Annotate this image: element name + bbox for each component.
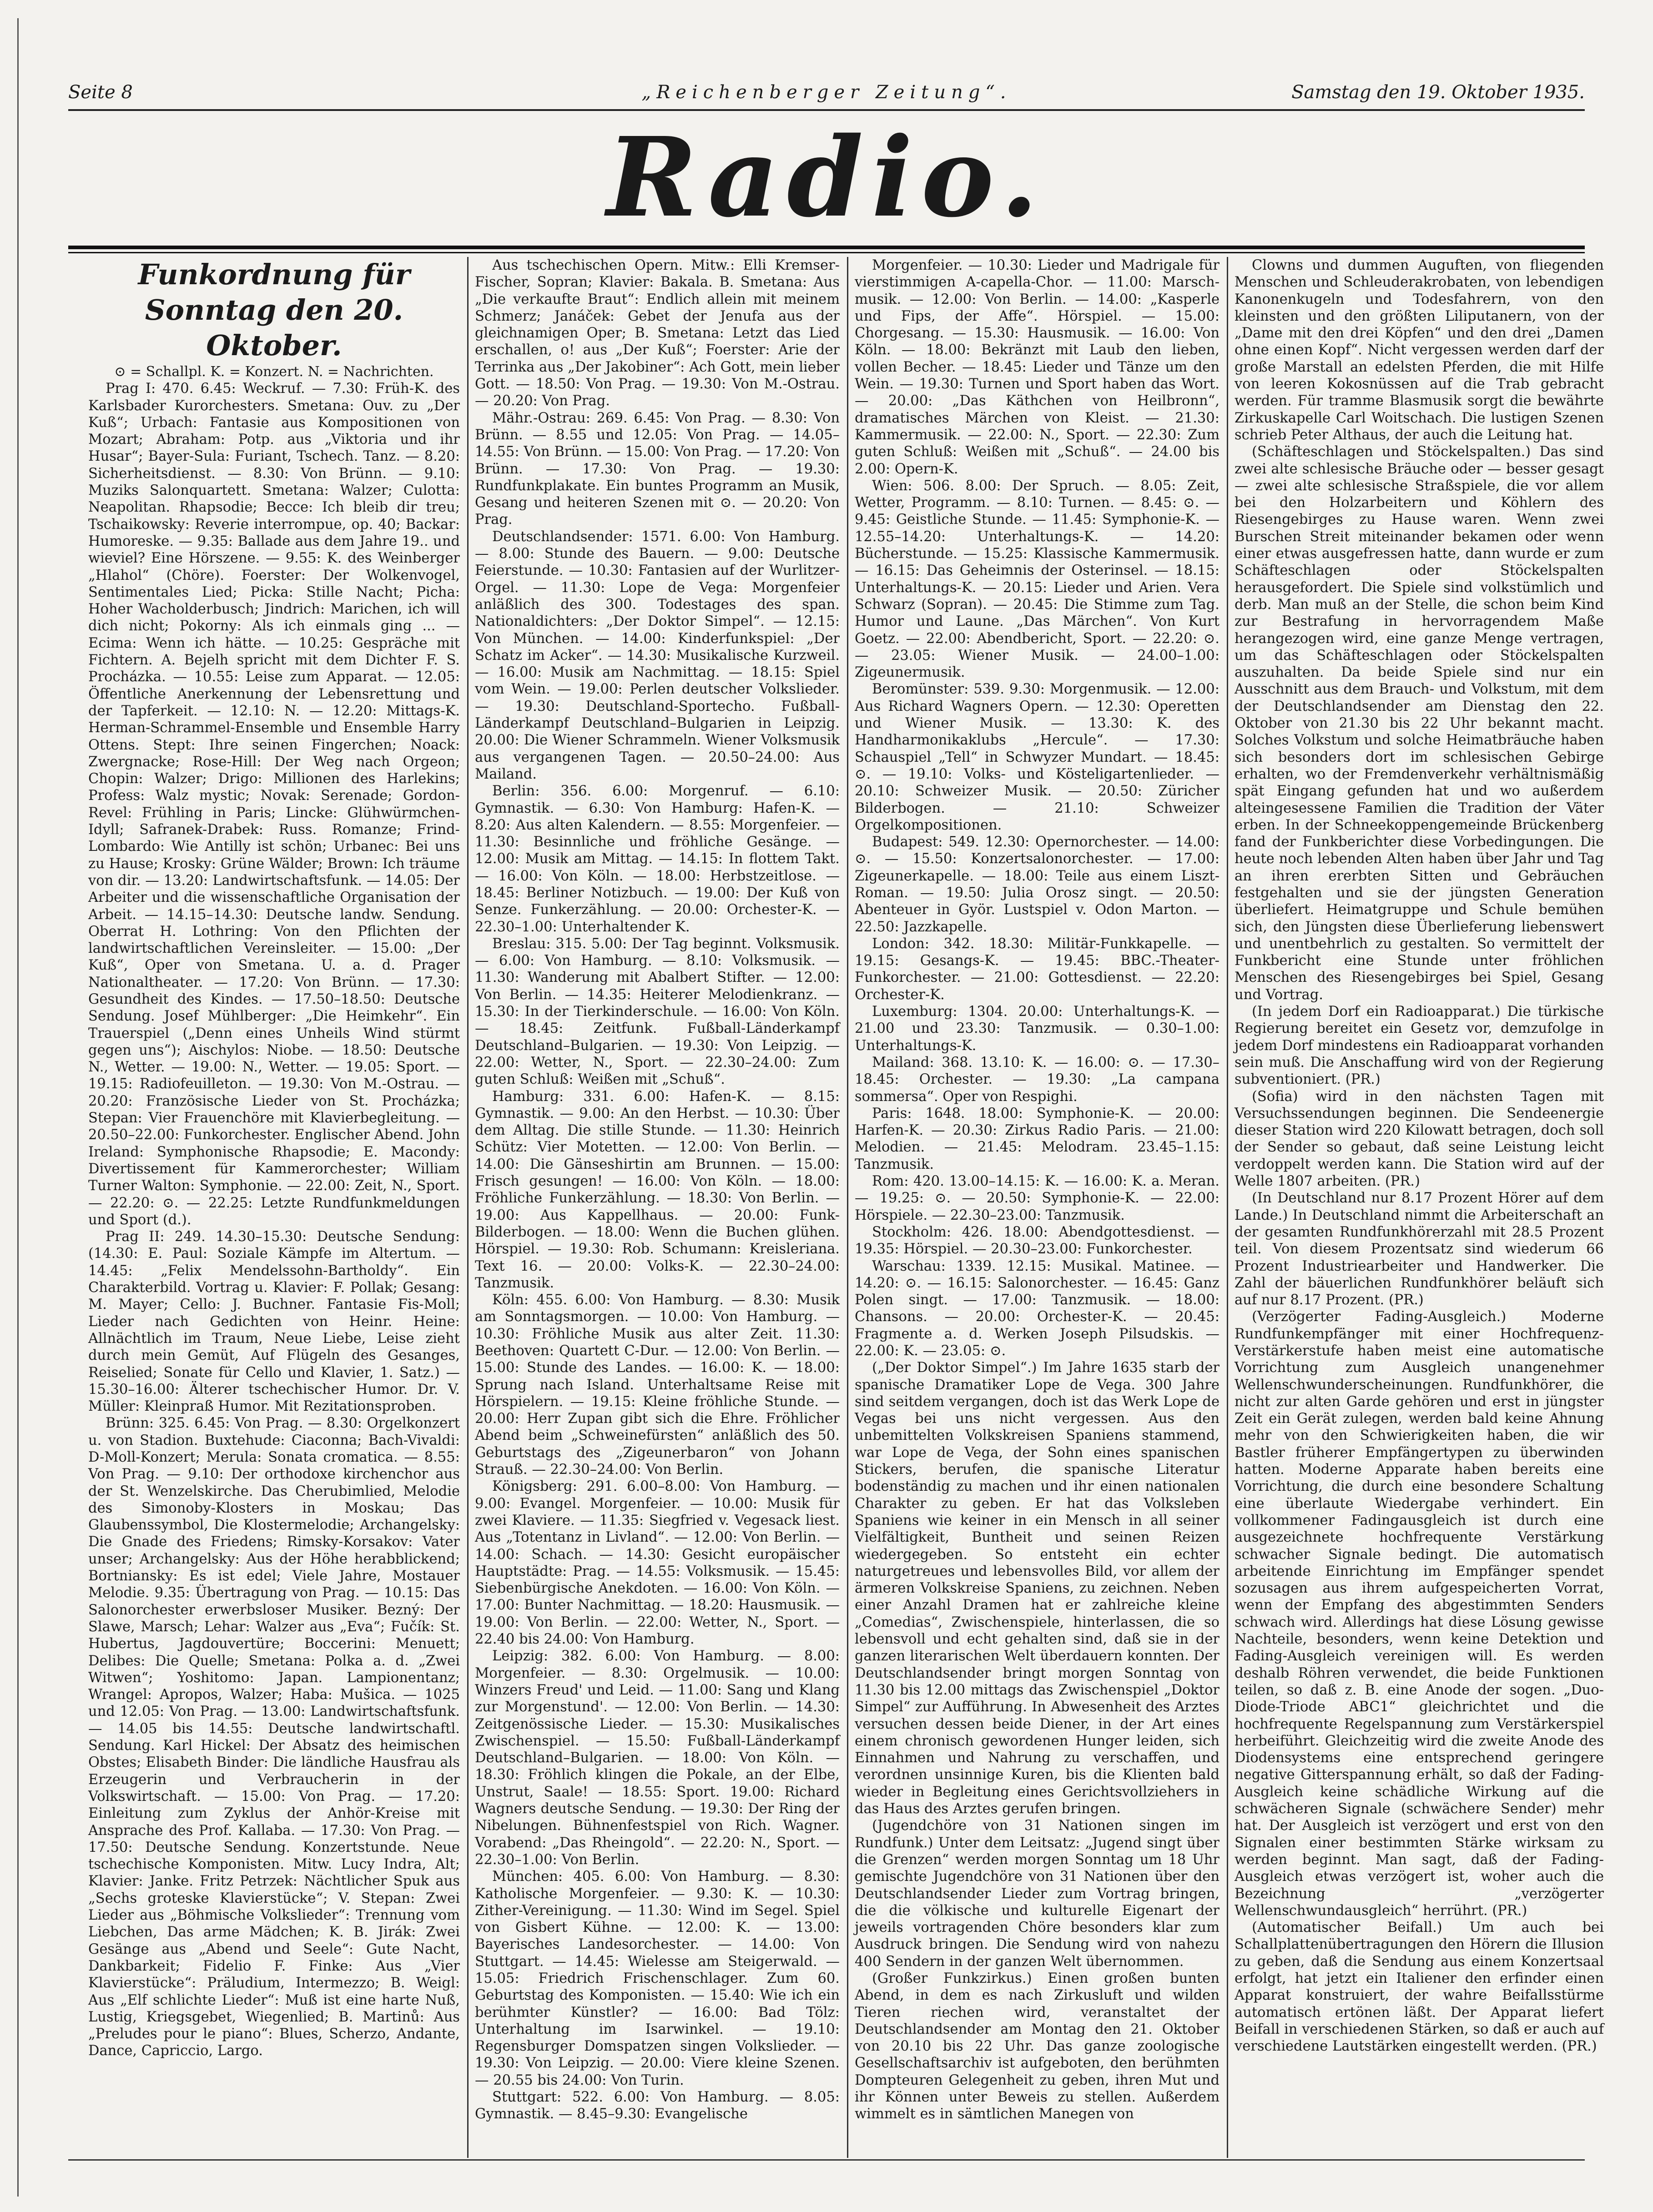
article-paragraph: München: 405. 6.00: Von Hamburg. — 8.30: Katholische Morgenfeier. — 9.30: K. — 10.30: Zither-Vereinigung. — 11.30: Wind im Segel. Spiel von Gisbert Kühne. — 12.00: K. — 13.00: Bayerisches Landesorchester. — 14.00: Von Stuttgart. — 14.45: Wielesse am Steigerwald. — 15.05: Friedrich Frischenschlager. Zum 60. Geburtstag des Komponisten. — 15.40: Wie ich ein berühmter Künstler? — 16.00: Bad Tölz: Unterhaltung im Isarwinkel. — 19.10: Regensburger Domspatzen singen Volkslieder. — 19.30: Von Leipzig. — 20.00: Viere kleine Szenen. — 20.55 bis 24.00: Von Turin. xyxy=(475,1869,840,2088)
article-paragraph: (Sofia) wird in den nächsten Tagen mit Versuchssendungen beginnen. Die Sendeenergie dieser Station wird 220 Kilowatt betragen, doch soll der Sender so gebaut, daß seine Leistung leicht verdoppelt werden kann. Die Station wird auf der Welle 1807 arbeiten. (PR.) xyxy=(1235,1088,1604,1190)
article-paragraph: (Schäfteschlagen und Stöckelspalten.) Das sind zwei alte schlesische Bräuche oder — besser gesagt — zwei alte schlesische Straßspiele, die vor allem bei den Holzarbeitern und Köhlern des Riesengebirges zu Hause waren. Wenn zwei Burschen Streit miteinander bekamen oder wenn einer etwas ausgefressen hatte, dann wurde er zum Schäfteschlagen oder Stöckelspalten herausgefordert. Die Spiele sind volkstümlich und derb. Man muß an der Stelle, die schon beim Kind zur Bestrafung in hervorragendem Maße herangezogen wird, eine ganze Menge vertragen, um das Schäfteschlagen oder Stöckelspalten auszuhalten. Da beide Spiele sind nur ein Ausschnitt aus dem Brauch- und Volkstum, mit dem der Deutschlandsender am Dienstag den 22. Oktober von 21.30 bis 22 Uhr bekannt macht. Solches Volkstum und solche Heimatbräuche haben sich besonders dort im schlesischen Gebirge erhalten, wo der Fremdenverkehr verhältnismäßig spät Eingang gefunden hat und wo außerdem alteingesessene Familien die Tradition der Väter erben. In der Schneekoppengemeinde Brückenberg fand der Funkberichter diese Vorbedingungen. Die heute noch lebenden Alten haben über Jahr und Tag an ihren ererbten Sitten und Gebräuchen festgehalten und sie der jüngsten Generation überliefert. Heimatgruppe und Schule bemühen sich, den Jüngsten diese Überlieferung liebenswert und unentbehrlich zu gestalten. So vermittelt der Funkbericht eine Stunde unter fröhlichen Menschen des Riesengebirges bei Spiel, Gesang und Vortrag. xyxy=(1235,444,1604,1003)
article-paragraph: (Automatischer Beifall.) Um auch bei Schallplattenübertragungen den Hörern die Illusion zu geben, daß die Sendung aus einem Konzertsaal erfolgt, hat jetzt ein Italiener den erfinder einen Apparat konstruiert, der wahre Beifallsstürme automatisch ertönen läßt. Der Apparat liefert Beifall in verschiedenen Stärken, so daß er auch auf verschiedene Lautstärken eingestellt werden. (PR.) xyxy=(1235,1920,1604,2055)
article-paragraph: Mähr.-Ostrau: 269. 6.45: Von Prag. — 8.30: Von Brünn. — 8.55 und 12.05: Von Prag. — 14.05–14.55: Von Brünn. — 15.00: Von Prag. — 17.20: Von Brünn. — 17.30: Von Prag. — 19.30: Rundfunkplakate. Ein buntes Programm an Musik, Gesang und heiteren Szenen mit ⊙. — 20.20: Von Prag. xyxy=(475,410,840,528)
column-1 xyxy=(82,257,466,2158)
article-paragraph: (Großer Funkzirkus.) Einen großen bunten Abend, in dem es nach Zirkusluft und wilden Tieren riechen wird, veranstaltet der Deutschlandsender am Montag den 21. Oktober von 20.10 bis 22 Uhr. Das ganze zoologische Gesellschaftsarchiv ist aufgeboten, den berühmten Dompteuren Gelegenheit zu geben, ihren Mut und ihr Können unter Beweis zu stellen. Außerdem wimmelt es in sämtlichen Manegen von xyxy=(855,1970,1220,2122)
article-paragraph: (In jedem Dorf ein Radioapparat.) Die türkische Regierung bereitet ein Gesetz vor, demzufolge in jedem Dorf mindestens ein Radioapparat vorhanden sein muß. Die Anschaffung wird von der Regierung subventioniert. (PR.) xyxy=(1235,1004,1604,1088)
article-paragraph: Stockholm: 426. 18.00: Abendgottesdienst. — 19.35: Hörspiel. — 20.30–23.00: Funkorchester. xyxy=(855,1224,1220,1257)
article-paragraph: Prag I: 470. 6.45: Weckruf. — 7.30: Früh-K. des Karlsbader Kurorchesters. Smetana: Ouv. zu „Der Kuß“; Urbach: Fantasie aus Kompositionen von Mozart; Abraham: Potp. aus „Viktoria und ihr Husar“; Bayer-Sula: Furiant, Tschech. Tanz. — 8.20: Sicherheitsdienst. — 8.30: Von Brünn. — 9.10: Muziks Salonquartett. Smetana: Walzer; Culotta: Neapolitan. Rhapsodie; Becce: Ich bleib dir treu; Tschaikowsky: Reverie interrompue, op. 40; Backar: Humoreske. — 9.35: Ballade aus dem Jahre 19.. und wieviel? Eine Hörszene. — 9.55: K. des Weinberger „Hlahol“ (Chöre). Foerster: Der Wolkenvogel, Sentimentales Lied; Picka: Stille Nacht; Picha: Hoher Wacholderbusch; Jindrich: Marichen, ich will dich nicht; Pokorny: Als ich einmals ging ... — Ecima: Wenn ich hätte. — 10.25: Gespräche mit Fichtern. A. Bejelh spricht mit dem Dichter F. S. Procházka. — 10.55: Leise zum Apparat. — 12.05: Öffentliche Anerkennung der Lebensrettung und der Tapferkeit. — 12.10: N. — 12.20: Mittags-K. Herman-Schrammel-Ensemble und Ensemble Harry Ottens. Stept: Ihre seinen Fingerchen; Noack: Zwergnacke; Rose-Hill: Der Weg nach Orgeon; Chopin: Walzer; Drigo: Millionen des Harlekins; Profess: Walz mystic; Novak: Serenade; Gordon-Revel: Frühling in Paris; Lincke: Glühwürmchen-Idyll; Safranek-Drabek: Russ. Romanze; Frind-Lombardo: Wie Antilly ist schön; Urbanec: Bei uns zu Hause; Krosky: Grüne Wälder; Brown: Ich träume von dir. — 13.20: Landwirtschaftsfunk. — 14.05: Der Arbeiter und die wissenschaftliche Organisation der Arbeit. — 14.15–14.30: Deutsche landw. Sendung. Oberrat H. Lothring: Von den Pflichten der landwirtschaftlichen Vereinsleiter. — 15.00: „Der Kuß“, Oper von Smetana. U. a. d. Prager Nationaltheater. — 17.20: Von Brünn. — 17.30: Gesundheit des Kindes. — 17.50–18.50: Deutsche Sendung. Josef Mühlberger: „Die Heimkehr“. Ein Trauerspiel („Denn eines Unheils Wind stürmt gegen uns“); Aischylos: Niobe. — 18.50: Deutsche N., Wetter. — 19.00: N., Wetter. — 19.05: Sport. — 19.15: Radiofeuilleton. — 19.30: Von M.-Ostrau. — 20.20: Französische Lieder von St. Procházka; Stepan: Vier Frauenchöre mit Klavierbegleitung. — 20.50–22.00: Funkorchester. Englischer Abend. John Ireland: Symphonische Rhapsodie; E. Macondy: Divertissement für Kammerorchester; William Turner Walton: Symphonie. — 22.00: Zeit, N., Sport. — 22.20: ⊙. — 22.25: Letzte Rundfunkmeldungen und Sport (d.). xyxy=(88,381,460,1228)
article-paragraph: Leipzig: 382. 6.00: Von Hamburg. — 8.00: Morgenfeier. — 8.30: Orgelmusik. — 10.00: Winzers Freud' und Leid. — 11.00: Sang und Klang zur Morgenstund'. — 12.00: Von Berlin. — 14.30: Zeitgenössische Lieder. — 15.30: Musikalisches Zwischenspiel. — 15.50: Fußball-Länderkampf Deutschland–Bulgarien. — 18.00: Von Köln. — 18.30: Fröhlich klingen die Pokale, an der Elbe, Unstrut, Saale! — 18.55: Sport. 19.00: Richard Wagners deutsche Sendung. — 19.30: Der Ring der Nibelungen. Bühnenfestspiel von Rich. Wagner. Vorabend: „Das Rheingold“. — 22.20: N., Sport. — 22.30–1.00: Von Berlin. xyxy=(475,1648,840,1868)
column-3 xyxy=(848,257,1226,2158)
article-paragraph: Budapest: 549. 12.30: Opernorchester. — 14.00: ⊙. — 15.50: Konzertsalonorchester. — 17.00: Zigeunerkapelle. — 18.00: Teile aus einem Liszt-Roman. — 19.50: Julia Orosz singt. — 20.50: Abenteuer in Györ. Lustspiel v. Odon Marton. — 22.50: Jazzkapelle. xyxy=(855,834,1220,935)
article-paragraph: Wien: 506. 8.00: Der Spruch. — 8.05: Zeit, Wetter, Programm. — 8.10: Turnen. — 8.45: ⊙. — 9.45: Geistliche Stunde. — 11.45: Symphonie-K. — 12.55–14.20: Unterhaltungs-K. — 14.20: Bücherstunde. — 15.25: Klassische Kammermusik. — 16.15: Das Geheimnis der Osterinsel. — 18.15: Unterhaltungs-K. — 20.15: Lieder und Arien. Vera Schwarz (Sopran). — 20.45: Die Stimme zum Tag. Humor und Laune. „Das Märchen“. Von Kurt Goetz. — 22.00: Abendbericht, Sport. — 22.20: ⊙. — 23.05: Wiener Musik. — 24.00–1.00: Zigeunermusik. xyxy=(855,478,1220,681)
article-paragraph: Paris: 1648. 18.00: Symphonie-K. — 20.00: Harfen-K. — 20.30: Zirkus Radio Paris. — 21.00: Melodien. — 21.45: Melodram. 23.45–1.15: Tanzmusik. xyxy=(855,1105,1220,1172)
article-paragraph: Clowns und dummen Auguften, von fliegenden Menschen und Schleuderakrobaten, von lebendigen Kanonenkugeln und Todesfahrern, von den kleinsten und den größten Liliputanern, von der „Dame mit den drei Köpfen“ und den drei „Damen ohne einen Kopf“. Nicht vergessen werden darf der große Marstall an edelsten Pferden, die mit Hilfe von leeren Kokosnüssen auf die Trab gebracht werden. Für tramme Blasmusik sorgt die bewährte Zirkuskapelle Carl Woitschach. Die lustigen Szenen schrieb Peter Althaus, der auch die Leitung hat. xyxy=(1235,257,1604,443)
article-paragraph: Prag II: 249. 14.30–15.30: Deutsche Sendung: (14.30: E. Paul: Soziale Kämpfe im Altertum. — 14.45: „Felix Mendelssohn-Bartholdy“. Ein Charakterbild. Vortrag u. Klavier: F. Pollak; Gesang: M. Mayer; Cello: J. Buchner. Fantasie Fis-Moll; Lieder nach Gedichten von Heinr. Heine: Allnächtlich im Traum, Neue Liebe, Leise zieht durch mein Gemüt, Auf Flügeln des Gesanges, Reiselied; Sonate für Cello und Klavier, 1. Satz.) — 15.30–16.00: Älterer tschechischer Humor. Dr. V. Müller: Kleinpraß Humor. Mit Rezitationsproben. xyxy=(88,1229,460,1415)
article-paragraph: Stuttgart: 522. 6.00: Von Hamburg. — 8.05: Gymnastik. — 8.45–9.30: Evangelische xyxy=(475,2089,840,2122)
newspaper-name: „Reichenberger Zeitung“. xyxy=(641,82,1012,103)
masthead-rule-thin xyxy=(68,252,1585,253)
column-4 xyxy=(1228,257,1610,2158)
article-paragraph: Mailand: 368. 13.10: K. — 16.00: ⊙. — 17.30–18.45: Orchester. — 19.30: „La campana sommersa“. Oper von Respighi. xyxy=(855,1054,1220,1105)
column-4-body xyxy=(1235,257,1604,2055)
article-paragraph: Beromünster: 539. 9.30: Morgenmusik. — 12.00: Aus Richard Wagners Opern. — 12.30: Operetten und Wiener Musik. — 13.30: K. des Handharmonikaklubs „Hercule“. — 17.30: Schauspiel „Tell“ in Schwyzer Mundart. — 18.45: ⊙. — 19.10: Volks- und Kösteligartenlieder. — 20.10: Schweizer Musik. — 20.50: Züricher Bilderbogen. — 21.10: Schweizer Orgelkompositionen. xyxy=(855,681,1220,833)
program-title: Funkordnung für Sonntag den 20. Oktober. xyxy=(138,258,410,362)
article-paragraph: Morgenfeier. — 10.30: Lieder und Madrigale für vierstimmigen A-capella-Chor. — 11.00: Marsch-musik. — 12.00: Von Berlin. — 14.00: „Kasperle und Fips, der Affe“. Hörspiel. — 15.00: Chorgesang. — 15.30: Hausmusik. — 16.00: Von Köln. — 18.00: Bekränzt mit Laub den lieben, vollen Becher. — 18.45: Lieder und Tänze um den Wein. — 19.30: Turnen und Sport haben das Wort. — 20.00: „Das Käthchen von Heilbronn“, dramatisches Märchen von Kleist. — 21.30: Kammermusik. — 22.00: N., Sport. — 22.30: Zum guten Schluß: Weißen mit „Schuß“. — 24.00 bis 2.00: Opern-K. xyxy=(855,257,1220,477)
issue-date: Samstag den 19. Oktober 1935. xyxy=(1291,82,1585,103)
header-rule xyxy=(68,109,1585,111)
article-paragraph: Brünn: 325. 6.45: Von Prag. — 8.30: Orgelkonzert u. von Stadion. Buxtehude: Ciaconna; Bach-Vivaldi: D-Moll-Konzert; Merula: Sonata cromatica. — 8.55: Von Prag. — 9.10: Der orthodoxe kirchenchor aus der St. Wenzelskirche. Das Cherubimlied, Melodie des Simonoby-Klosters in Moskau; Das Glaubenssymbol, Die Klostermelodie; Archangelsky: Die Gnade des Friedens; Rimsky-Korsakov: Vater unser; Archangelsky: Aus der Höhe herabblickend; Bortniansky: Es ist edel; Viele Jahre, Mostauer Melodie. 9.35: Übertragung von Prag. — 10.15: Das Salonorchester erwerbsloser Musiker. Bezný: Der Slawe, Marsch; Lehar: Walzer aus „Eva“; Fučík: St. Hubertus, Jagdouvertüre; Boccerini: Menuett; Delibes: Die Quelle; Smetana: Polka a. d. „Zwei Witwen“; Yoshitomo: Japan. Lampionentanz; Wrangel: Apropos, Walzer; Haba: Mušica. — 1025 und 12.05: Von Prag. — 13.00: Landwirtschaftsfunk. — 14.05 bis 14.55: Deutsche landwirtschaftl. Sendung. Karl Hickel: Der Absatz des heimischen Obstes; Elisabeth Binder: Die ländliche Hausfrau als Erzeugerin und Verbraucherin in der Volkswirtschaft. — 15.00: Von Prag. — 17.20: Einleitung zum Zyklus der Anhör-Kreise mit Ansprache des Prof. Kallaba. — 17.30: Von Prag. — 17.50: Deutsche Sendung. Konzertstunde. Neue tschechische Komponisten. Mitw. Lucy Indra, Alt; Klavier: Janke. Fritz Petrzek: Nächtlicher Spuk aus „Sechs groteske Klavierstücke“; V. Stepan: Zwei Lieder aus „Böhmische Volkslieder“: Trennung vom Liebchen, Das arme Mädchen; K. B. Jirák: Zwei Gesänge aus „Abend und Seele“: Gute Nacht, Dankbarkeit; Fidelio F. Finke: Aus „Vier Klavierstücke“: Präludium, Intermezzo; B. Weigl: Aus „Elf schlichte Lieder“: Muß ist eine harte Nuß, Lustig, Kriegsgebet, Wiegenlied; B. Martinů: Aus „Preludes pour le piano“: Blues, Scherzo, Andante, Dance, Capriccio, Largo. xyxy=(88,1415,460,2059)
article-paragraph: Warschau: 1339. 12.15: Musikal. Matinee. — 14.20: ⊙. — 16.15: Salonorchester. — 16.45: Ganz Polen singt. — 17.00: Tanzmusik. — 18.00: Chansons. — 20.00: Orchester-K. — 20.45: Fragmente a. d. Werken Joseph Pilsudskis. — 22.00: K. — 23.05: ⊙. xyxy=(855,1258,1220,1359)
masthead-rule xyxy=(68,246,1585,249)
article-paragraph: Hamburg: 331. 6.00: Hafen-K. — 8.15: Gymnastik. — 9.00: An den Herbst. — 10.30: Über dem Alltag. Die stille Stunde. — 11.30: Heinrich Schütz: Vier Motetten. — 12.00: Von Berlin. — 14.00: Die Gänseshirtin am Brunnen. — 15.00: Frisch gesungen! — 16.00: Von Köln. — 18.00: Fröhliche Funkerzählung. — 18.30: Von Berlin. — 19.00: Aus Kappellhaus. — 20.00: Funk-Bilderbogen. — 18.00: Wenn die Buchen glühen. Hörspiel. — 19.30: Rob. Schumann: Kreisleriana. Text 16. — 20.00: Volks-K. — 22.30–24.00: Tanzmusik. xyxy=(475,1088,840,1291)
column-1-body xyxy=(88,380,460,2059)
article-paragraph: London: 342. 18.30: Militär-Funkkapelle. — 19.15: Gesangs-K. — 19.45: BBC.-Theater-Funkorchester. — 21.00: Gottesdienst. — 22.20: Orchester-K. xyxy=(855,935,1220,1003)
article-paragraph: Luxemburg: 1304. 20.00: Unterhaltungs-K. — 21.00 und 23.30: Tanzmusik. — 0.30–1.00: Unterhaltungs-K. xyxy=(855,1004,1220,1054)
footer-rule xyxy=(68,2159,1585,2161)
article-paragraph: Rom: 420. 13.00–14.15: K. — 16.00: K. a. Meran. — 19.25: ⊙. — 20.50: Symphonie-K. — 22.00: Hörspiele. — 22.30–23.00: Tanzmusik. xyxy=(855,1173,1220,1223)
article-paragraph: Breslau: 315. 5.00: Der Tag beginnt. Volksmusik. — 6.00: Von Hamburg. — 8.10: Volksmusik. — 11.30: Wanderung mit Abalbert Stifter. — 12.00: Von Berlin. — 14.35: Heiterer Melodienkranz. — 15.30: In der Tierkinderschule. — 16.00: Von Köln. — 18.45: Zeitfunk. Fußball-Länderkampf Deutschland–Bulgarien. — 19.30: Von Leipzig. — 22.00: Wetter, N., Sport. — 22.30–24.00: Zum guten Schluß: Weißen mit „Schuß“. xyxy=(475,935,840,1088)
article-paragraph: Köln: 455. 6.00: Von Hamburg. — 8.30: Musik am Sonntagsmorgen. — 10.00: Von Hamburg. — 10.30: Fröhliche Musik aus alter Zeit. 11.30: Beethoven: Quartett C-Dur. — 12.00: Von Berlin. — 15.00: Stunde des Landes. — 16.00: K. — 18.00: Sprung nach Island. Unterhaltsame Reise mit Hörspielern. — 19.15: Kleine fröhliche Stunde. — 20.00: Herr Zupan gibt sich die Ehre. Fröhlicher Abend beim „Schweinefürsten“ anläßlich des 50. Geburtstags des „Zigeunerbaron“ von Johann Strauß. — 22.30–24.00: Von Berlin. xyxy=(475,1292,840,1478)
column-3-body xyxy=(855,257,1220,2123)
abbreviation-legend: ⊙ = Schallpl. K. = Konzert. N. = Nachrichten. xyxy=(114,364,434,380)
column-2-body xyxy=(475,257,840,2123)
article-paragraph: („Der Doktor Simpel“.) Im Jahre 1635 starb der spanische Dramatiker Lope de Vega. 300 Jahre sind seitdem vergangen, doch ist das Werk Lope de Vegas bei uns nicht vergessen. Aus den unbemittelten Volkskreisen Spaniens stammend, war Lope de Vega, der Sohn eines spanischen Stickers, berufen, die spanische Literatur bodenständig zu machen und ihr einen nationalen Charakter zu geben. Er hat das Volksleben Spaniens wie keiner in ein Mensch in all seiner Vielfältigkeit, Buntheit und seinen Reizen wiedergegeben. So entsteht ein echter naturgetreues und lebensvolles Bild, vor allem der ärmeren Volkskreise Spaniens, zu zeichnen. Neben einer Anzahl Dramen hat er zahlreiche kleine „Comedias“, Zwischenspiele, hinterlassen, die so lebensvoll und echt gehalten sind, daß sie in der ganzen literarischen Welt überdauern konnten. Der Deutschlandsender bringt morgen Sonntag von 11.30 bis 12.00 mittags das Zwischenspiel „Doktor Simpel“ zur Aufführung. In Abwesenheit des Arztes versuchen dessen beide Diener, in der Art eines einem chronisch gewordenen Hunger leiden, sich Einnahmen und Nahrung zu verschaffen, und verordnen unsinnige Kuren, bis die Klienten bald wieder in Begleitung eines Gerichtsvollziehers in das Haus des Arztes gerufen bringen. xyxy=(855,1360,1220,1817)
section-masthead: Radio. xyxy=(606,113,1047,241)
article-paragraph: Aus tschechischen Opern. Mitw.: Elli Kremser-Fischer, Sopran; Klavier: Bakala. B. Smetana: Aus „Die verkaufte Braut“: Endlich allein mit meinem Schmerz; Janáček: Gebet der Jenufa aus der gleichnamigen Oper; B. Smetana: Letzt das Lied erschallen, o! aus „Der Kuß“; Foerster: Arie der Terrinka aus „Der Jakobiner“: Ach Gott, mein lieber Gott. — 18.50: Von Prag. — 19.30: Von M.-Ostrau. — 20.20: Von Prag. xyxy=(475,257,840,409)
page-number: Seite 8 xyxy=(68,82,133,103)
column-2 xyxy=(469,257,846,2158)
article-paragraph: (Jugendchöre von 31 Nationen singen im Rundfunk.) Unter dem Leitsatz: „Jugend singt über die Grenzen“ werden morgen Sonntag um 18 Uhr gemischte Jugendchöre von 31 Nationen über den Deutschlandsender Lieder zum Vortrag bringen, die die völkische und kulturelle Eigenart der jeweils vortragenden Chöre besonders klar zum Ausdruck bringen. Die Sendung wird von nahezu 400 Sendern in der ganzen Welt übernommen. xyxy=(855,1818,1220,1970)
article-paragraph: Deutschlandsender: 1571. 6.00: Von Hamburg. — 8.00: Stunde des Bauern. — 9.00: Deutsche Feierstunde. — 10.30: Fantasien auf der Wurlitzer-Orgel. — 11.30: Lope de Vega: Morgenfeier anläßlich des 300. Todestages des span. Nationaldichters: „Der Doktor Simpel“. — 12.15: Von München. — 14.00: Kinderfunkspiel: „Der Schatz im Acker“. — 14.30: Musikalische Kurzweil. — 16.00: Musik am Nachmittag. — 18.15: Spiel vom Wein. — 19.00: Perlen deutscher Volkslieder. — 19.30: Deutschland-Sportecho. Fußball-Länderkampf Deutschland–Bulgarien in Leipzig. 20.00: Die Wiener Schrammeln. Wiener Volksmusik aus vergangenen Tagen. — 20.50–24.00: Aus Mailand. xyxy=(475,528,840,782)
page-header xyxy=(68,77,1585,109)
article-paragraph: (In Deutschland nur 8.17 Prozent Hörer auf dem Lande.) In Deutschland nimmt die Arbeiterschaft an der gesamten Rundfunkhörerzahl mit 28.5 Prozent teil. Von diesem Prozentsatz sind wiederum 66 Prozent Industriearbeiter und Handwerker. Die Zahl der bäuerlichen Rundfunkhörer beläuft sich auf nur 8.17 Prozent. (PR.) xyxy=(1235,1190,1604,1308)
article-paragraph: Königsberg: 291. 6.00–8.00: Von Hamburg. — 9.00: Evangel. Morgenfeier. — 10.00: Musik für zwei Klaviere. — 11.35: Siegfried v. Vegesack liest. Aus „Totentanz in Livland“. — 12.00: Von Berlin. — 14.00: Schach. — 14.30: Gesicht europäischer Hauptstädte: Prag. — 14.55: Volksmusik. — 15.45: Siebenbürgische Anekdoten. — 16.00: Von Köln. — 17.00: Bunter Nachmittag. — 18.20: Hausmusik. — 19.00: Von Berlin. — 22.00: Wetter, N., Sport. — 22.40 bis 24.00: Von Hamburg. xyxy=(475,1478,840,1648)
article-paragraph: (Verzögerter Fading-Ausgleich.) Moderne Rundfunkempfänger mit einer Hochfrequenz-Verstärkerstufe haben meist eine automatische Vorrichtung zum Ausgleich unangenehmer Wellenschwunderscheinungen. Rundfunkhörer, die nicht zur alten Garde gehören und erst in jüngster Zeit ein Gerät zulegen, werden bald keine Ahnung mehr von den Schwierigkeiten haben, die wir Bastler früherer Empfängertypen zu überwinden hatten. Moderne Apparate haben bereits eine Vorrichtung, die durch eine besondere Schaltung eine überlaute Wiedergabe verhindert. Ein vollkommener Fadingausgleich ist durch eine ausgezeichnete hochfrequente Verstärkung schwacher Signale bedingt. Die automatisch arbeitende Einrichtung im Empfänger spendet sozusagen aus ihrem aufgespeicherten Vorrat, wenn der Empfang des abgestimmten Senders schwach wird. Allerdings hat diese Lösung gewisse Nachteile, besonders, wenn keine Detektion und Fading-Ausgleich vereinigen will. Es werden deshalb Röhren verwendet, die beide Funktionen teilen, so daß z. B. eine Anode der sogen. „Duo-Diode-Triode ABC1“ gleichrichtet und die hochfrequente Regelspannung zum Verstärkerspiel herbeiführt. Gleichzeitig wird die zweite Anode des Diodensystems eine entsprechend geringere negative Gitterspannung erhält, so daß der Fading-Ausgleich keine schädliche Wirkung auf die schwächeren Signale (schwächere Sender) mehr hat. Der Ausgleich ist verzögert und erst von den Signalen einer bestimmten Stärke wirksam zu werden beginnt. Man sagt, daß der Fading-Ausgleich etwas verzögert ist, woher auch die Bezeichnung „verzögerter Wellenschwundausgleich“ herrührt. (PR.) xyxy=(1235,1309,1604,1919)
article-paragraph: Berlin: 356. 6.00: Morgenruf. — 6.10: Gymnastik. — 6.30: Von Hamburg: Hafen-K. — 8.20: Aus alten Kalendern. — 8.55: Morgenfeier. — 11.30: Besinnliche und fröhliche Gesänge. — 12.00: Musik am Mittag. — 14.15: In flottem Takt. — 16.00: Von Köln. — 18.00: Herbstzeitlose. — 18.45: Berliner Notizbuch. — 19.00: Der Kuß von Senze. Funkerzählung. — 20.00: Orchester-K. — 22.30–1.00: Unterhaltender K. xyxy=(475,783,840,935)
